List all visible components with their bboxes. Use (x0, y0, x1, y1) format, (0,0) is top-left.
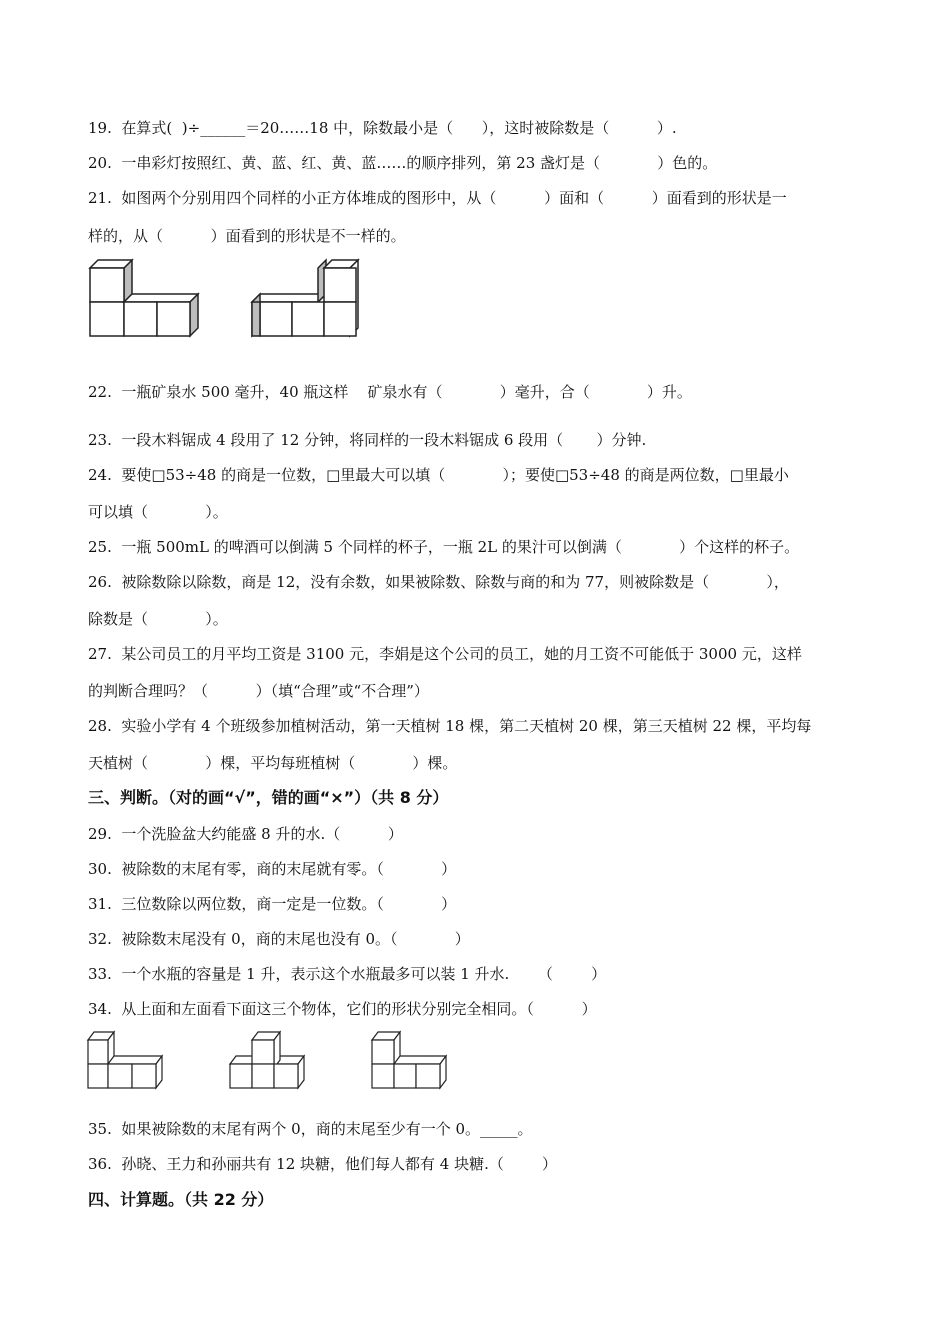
question-29: 29. 一个洗脸盆大约能盛 8 升的水.（ ） (88, 825, 403, 843)
object-figure-2 (228, 1028, 308, 1090)
question-19: 19. 在算式( )÷______＝20……18 中，除数最小是（ ），这时被除数是（ ）. (88, 119, 677, 137)
question-21-line1: 21. 如图两个分别用四个同样的小正方体堆成的图形中，从（ ）面和（ ）面看到的形状是一 (88, 189, 787, 207)
question-34: 34. 从上面和左面看下面这三个物体，它们的形状分别完全相同。（ ） (88, 1000, 597, 1018)
section-3-title: 三、判断。（对的画“√”，错的画“×”）（共 8 分） (88, 788, 449, 807)
question-35: 35. 如果被除数的末尾有两个 0，商的末尾至少有一个 0。_____。 (88, 1120, 533, 1138)
question-31: 31. 三位数除以两位数，商一定是一位数。（ ） (88, 895, 457, 913)
question-26-line2: 除数是（ ）。 (88, 610, 228, 628)
question-24-line1: 24. 要使□53÷48 的商是一位数，□里最大可以填（ ）；要使□53÷48 的商是两位数，□里最小 (88, 466, 789, 484)
object-figure-3 (370, 1028, 450, 1090)
object-figure-1 (86, 1028, 166, 1090)
question-28-line1: 28. 实验小学有 4 个班级参加植树活动，第一天植树 18 棵，第二天植树 20 棵，第三天植树 22 棵，平均每 (88, 717, 812, 735)
question-27-line1: 27. 某公司员工的月平均工资是 3100 元，李娟是这个公司的员工，她的月工资不可能低于 3000 元，这样 (88, 645, 802, 663)
question-36: 36. 孙晓、王力和孙丽共有 12 块糖，他们每人都有 4 块糖.（ ） (88, 1155, 558, 1173)
question-30: 30. 被除数的末尾有零，商的末尾就有零。（ ） (88, 860, 457, 878)
question-32: 32. 被除数末尾没有 0，商的末尾也没有 0。（ ） (88, 930, 470, 948)
question-33: 33. 一个水瓶的容量是 1 升，表示这个水瓶最多可以装 1 升水. （ ） (88, 965, 607, 983)
section-4-title: 四、计算题。（共 22 分） (88, 1190, 274, 1209)
question-20: 20. 一串彩灯按照红、黄、蓝、红、黄、蓝……的顺序排列，第 23 盏灯是（ ）色的。 (88, 154, 718, 172)
question-24-line2: 可以填（ ）。 (88, 503, 228, 521)
question-25: 25. 一瓶 500mL 的啤酒可以倒满 5 个同样的杯子，一瓶 2L 的果汁可以倒满（ ）个这样的杯子。 (88, 538, 800, 556)
question-28-line2: 天植树（ ）棵，平均每班植树（ ）棵。 (88, 754, 458, 772)
question-23: 23. 一段木料锯成 4 段用了 12 分钟，将同样的一段木料锯成 6 段用（ ）分钟. (88, 431, 647, 449)
cube-figure-2 (250, 258, 365, 340)
question-26-line1: 26. 被除数除以除数，商是 12，没有余数，如果被除数、除数与商的和为 77，则被除数是（ ）， (88, 573, 789, 591)
question-27-line2: 的判断合理吗？（ ）（填“合理”或“不合理”） (88, 682, 429, 700)
question-22: 22. 一瓶矿泉水 500 毫升，40 瓶这样 矿泉水有（ ）毫升，合（ ）升。 (88, 383, 692, 401)
cube-figure-1 (88, 258, 203, 340)
question-21-line2: 样的，从（ ）面看到的形状是不一样的。 (88, 227, 406, 245)
